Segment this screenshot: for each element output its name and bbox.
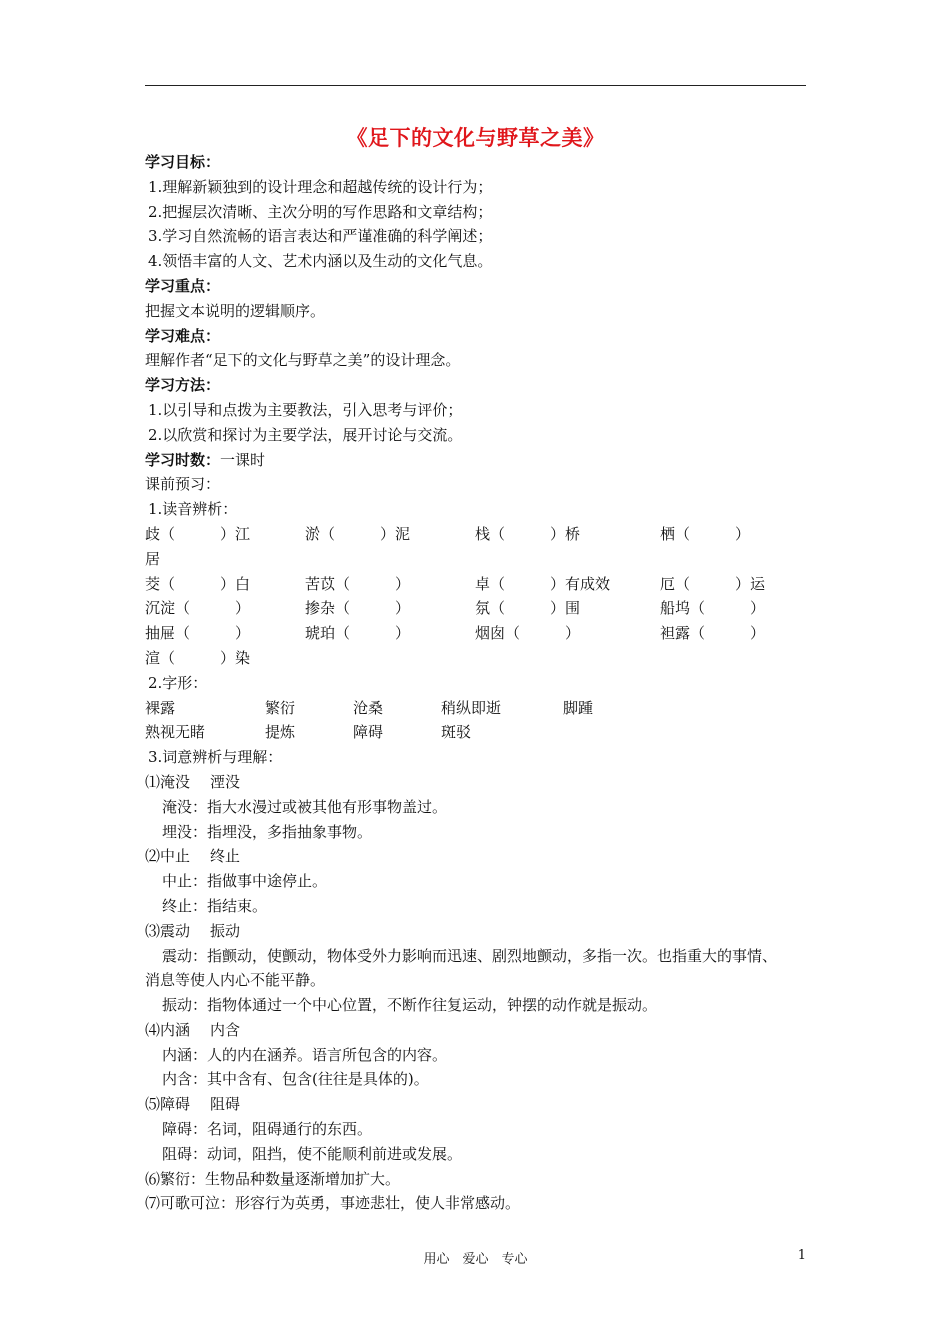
- difficulty-heading: 学习难点：: [145, 326, 221, 345]
- single-meaning: ⑹繁衍：生物品种数量逐渐增加扩大。: [145, 1169, 401, 1188]
- meaning-line: 障碍：名词，阻碍通行的东西。: [162, 1120, 373, 1139]
- glyph-word: 熟视无睹: [145, 723, 206, 742]
- pronunciation-row: [145, 522, 810, 547]
- pronunciation-item: 抽屉（ ）: [145, 624, 251, 643]
- pronunciation-item: 沉淀（ ）: [145, 599, 251, 618]
- document-title: 《足下的文化与野草之美》: [346, 125, 605, 150]
- method-item: 1.以引导和点拨为主要教法，引入思考与评价；: [148, 400, 463, 419]
- hours-heading: 学习时数：: [145, 450, 221, 469]
- word-a: ⑵中止: [145, 847, 191, 866]
- methods-heading: 学习方法：: [145, 376, 221, 395]
- meaning-line: 阻碍：动词，阻挡，使不能顺利前进或发展。: [162, 1144, 463, 1163]
- meaning-line: 淹没：指大水漫过或被其他有形事物盖过。: [162, 797, 448, 816]
- meaning-line-wrap: 消息等使人内心不能平静。: [145, 971, 326, 990]
- pronunciation-item: 苦苡（ ）: [305, 574, 411, 593]
- glyph-row: [145, 720, 810, 745]
- word-pair: [145, 919, 810, 944]
- word-b: 湮没: [210, 772, 241, 791]
- word-a: ⑷内涵: [145, 1020, 191, 1039]
- meaning-line: 内涵：人的内在涵养。语言所包含的内容。: [162, 1045, 448, 1064]
- word-a: ⑸障碍: [145, 1095, 191, 1114]
- footer-motto: 用心 爱心 专心: [423, 1252, 528, 1267]
- pronunciation-item: 厄（ ）运: [660, 574, 766, 593]
- pronunciation-item: 栈（ ）桥: [475, 524, 581, 543]
- pronunciation-item: 卓（ ）有成效: [475, 574, 611, 593]
- meaning-line: 震动：指颤动，使颤动，物体受外力影响而迅速、剧烈地颤动，多指一次。也指重大的事情、: [162, 946, 778, 965]
- glyph-word: 沧桑: [353, 698, 384, 717]
- pronunciation-item: 淤（ ）泥: [305, 524, 411, 543]
- glyph-word: 提炼: [265, 723, 296, 742]
- pronunciation-row: [145, 596, 810, 621]
- page-number: 1: [797, 1248, 806, 1263]
- pronunciation-item: 琥珀（ ）: [305, 624, 411, 643]
- word-b: 终止: [210, 847, 241, 866]
- word-pair: [145, 844, 810, 869]
- pronunciation-row-tail: 居: [145, 549, 161, 568]
- word-pair: [145, 1018, 810, 1043]
- meaning-line: 内含：其中含有、包含(往往是具体的)。: [162, 1070, 429, 1089]
- pronunciation-item: 袒露（ ）: [660, 624, 766, 643]
- pronunciation-row: [145, 572, 810, 597]
- meaning-line: 埋没：指埋没，多指抽象事物。: [162, 822, 373, 841]
- pronunciation-item: 渲（ ）染: [145, 648, 251, 667]
- word-b: 振动: [210, 921, 241, 940]
- preview-heading: 课前预习：: [145, 475, 221, 494]
- objective-item: 3.学习自然流畅的语言表达和严谨准确的科学阐述；: [148, 227, 493, 246]
- word-pair: [145, 770, 810, 795]
- pronunciation-row: [145, 621, 810, 646]
- document-body: [145, 150, 810, 1216]
- pronunciation-item: 茭（ ）白: [145, 574, 251, 593]
- method-item: 2.以欣赏和探讨为主要学法，展开讨论与交流。: [148, 425, 463, 444]
- objective-item: 1.理解新颖独到的设计理念和超越传统的设计行为；: [148, 177, 493, 196]
- glyph-heading: 2.字形：: [148, 673, 208, 692]
- word-b: 阻碍: [210, 1095, 241, 1114]
- word-pair: [145, 1092, 810, 1117]
- glyph-row: [145, 696, 810, 721]
- pronunciation-item: 掺杂（ ）: [305, 599, 411, 618]
- objective-item: 4.领悟丰富的人文、艺术内涵以及生动的文化气息。: [148, 252, 493, 271]
- glyph-word: 脚踵: [563, 698, 594, 717]
- hours-line: [145, 448, 810, 473]
- single-meaning: ⑺可歌可泣：形容行为英勇，事迹悲壮，使人非常感动。: [145, 1194, 521, 1213]
- objective-item: 2.把握层次清晰、主次分明的写作思路和文章结构；: [148, 202, 493, 221]
- meaning-heading: 3.词意辨析与理解：: [148, 748, 283, 767]
- glyph-word: 裸露: [145, 698, 176, 717]
- pronunciation-heading: 1.读音辨析：: [148, 500, 238, 519]
- pronunciation-item: 栖（ ）: [660, 524, 751, 543]
- glyph-word: 繁衍: [265, 698, 296, 717]
- hours-text: 一课时: [220, 450, 266, 469]
- pronunciation-item: 氛（ ）围: [475, 599, 581, 618]
- pronunciation-item: 烟囱（ ）: [475, 624, 581, 643]
- glyph-word: 斑驳: [441, 723, 472, 742]
- glyph-word: 障碍: [353, 723, 384, 742]
- word-a: ⑴淹没: [145, 772, 191, 791]
- objectives-heading: 学习目标：: [145, 153, 221, 171]
- meaning-line: 中止：指做事中途停止。: [162, 872, 328, 891]
- difficulty-text: 理解作者“足下的文化与野草之美”的设计理念。: [145, 351, 461, 370]
- meaning-line: 终止：指结束。: [162, 896, 268, 915]
- meaning-line: 振动：指物体通过一个中心位置，不断作往复运动，钟摆的动作就是振动。: [162, 996, 658, 1015]
- glyph-word: 稍纵即逝: [441, 698, 502, 717]
- header-rule: [145, 85, 806, 86]
- word-b: 内含: [210, 1020, 241, 1039]
- key-point-text: 把握文本说明的逻辑顺序。: [145, 301, 326, 320]
- word-a: ⑶震动: [145, 921, 191, 940]
- key-point-heading: 学习重点：: [145, 276, 221, 295]
- pronunciation-item: 船坞（ ）: [660, 599, 766, 618]
- pronunciation-item: 歧（ ）江: [145, 524, 251, 543]
